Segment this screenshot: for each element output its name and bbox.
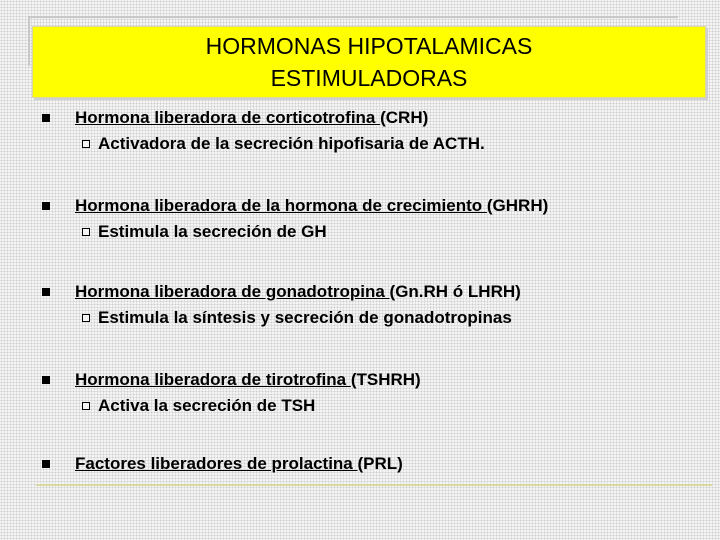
list-item-tshrh [40,368,710,418]
item-abbrev: (TSHRH) [350,370,421,389]
list-item-ghrh [40,194,710,244]
item-abbrev: (CRH) [380,108,429,127]
item-title [75,106,428,130]
item-name: Factores liberadores de prolactina [75,454,358,473]
list-item-gnrh [40,280,710,330]
square-bullet-icon [42,460,50,468]
square-bullet-icon [42,376,50,384]
list-item-prl [40,452,710,476]
item-description: Estimula la síntesis y secreción de gonadotropinas [98,308,512,327]
item-title [75,280,521,304]
item-name: Hormona liberadora de tirotrofina [75,370,351,389]
hollow-square-bullet-icon [82,140,90,148]
title-line-2: ESTIMULADORAS [270,65,468,91]
item-description: Activadora de la secreción hipofisaria de ACTH. [98,134,485,153]
square-bullet-icon [42,288,50,296]
title-box [32,26,706,98]
hollow-square-bullet-icon [82,314,90,322]
title-line-1: HORMONAS HIPOTALAMICAS [205,33,533,59]
hollow-square-bullet-icon [82,228,90,236]
square-bullet-icon [42,202,50,210]
item-abbrev: (Gn.RH ó LHRH) [389,282,521,301]
frame-left-line [28,16,30,66]
item-abbrev: (PRL) [357,454,403,473]
item-name: Hormona liberadora de corticotrofina [75,108,381,127]
list-item-crh [40,106,710,156]
square-bullet-icon [42,114,50,122]
item-name: Hormona liberadora de la hormona de crecimiento [75,196,487,215]
hollow-square-bullet-icon [82,402,90,410]
bottom-rule [36,484,712,486]
item-abbrev: (GHRH) [486,196,549,215]
item-description: Estimula la secreción de GH [98,222,327,241]
item-title [75,368,421,392]
item-title [75,194,548,218]
item-title [75,452,403,476]
frame-top-line [28,16,678,18]
item-description: Activa la secreción de TSH [98,396,316,415]
item-name: Hormona liberadora de gonadotropina [75,282,390,301]
